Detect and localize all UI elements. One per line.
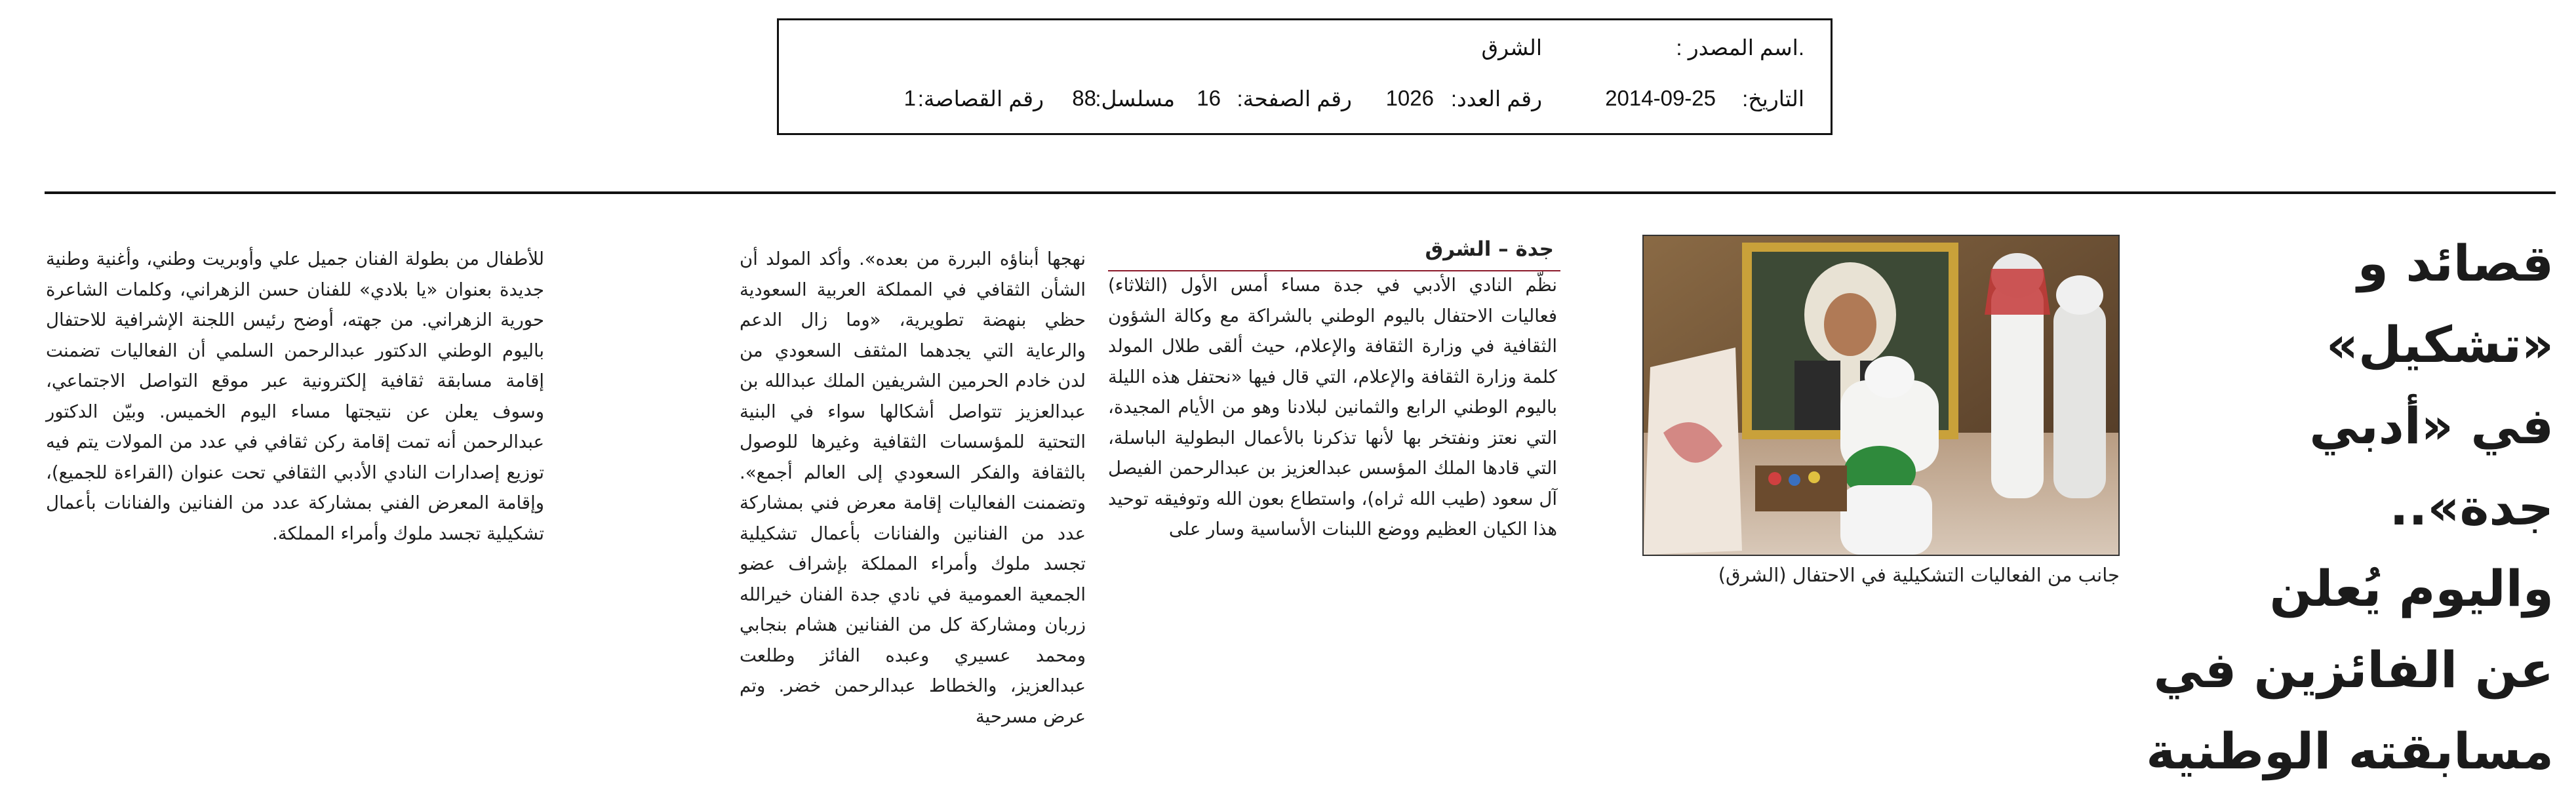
header-divider <box>45 191 2556 194</box>
metadata-row-source <box>805 35 1804 68</box>
headline-line: عن الفائزين في <box>2153 641 2554 699</box>
headline-line: مسابقته الوطنية <box>2146 722 2554 780</box>
issue-value: 1026 <box>1385 86 1434 110</box>
headline-line: قصائد و «تشكيل» <box>2326 234 2554 374</box>
clip-label: رقم القصاصة: <box>917 87 1044 111</box>
source-value: الشرق <box>1481 35 1542 60</box>
date-label: التاريخ: <box>1742 87 1804 111</box>
article-photo <box>1642 235 2120 556</box>
date-value: 2014-09-25 <box>1605 86 1716 110</box>
source-label: .اسم المصدر : <box>1676 35 1804 60</box>
issue-label: رقم العدد: <box>1450 87 1542 111</box>
article-column-1 <box>1108 270 1557 631</box>
serial-label: مسلسل: <box>1095 87 1175 111</box>
headline-line: واليوم يُعلن <box>2269 559 2554 618</box>
clip-value: 1 <box>903 86 916 110</box>
clipping-metadata-box <box>777 18 1833 135</box>
serial-value: 88 <box>1072 86 1096 110</box>
article-column-2 <box>740 244 1086 727</box>
article-paragraph: نظّم النادي الأدبي في جدة مساء أمس الأول (الثلاثاء) فعاليات الاحتفال باليوم الوطني بالشراكة مع وكالة الشؤون الثقافية في وزارة الثقافة والإعلام، حيث ألقى طلال المولد كلمة وزارة الثقافة والإعلام، التي قال فيها «نحتفل هذه الليلة باليوم الوطني الرابع والثمانين لبلادنا وهو من الأيام المجيدة، التي نعتز ونفتخر بها لأنها تذكرنا بالأعمال البطولية الباسلة، التي قادها الملك المؤسس عبدالعزيز بن عبدالرحمن الفيصل آل سعود (طيب الله ثراه)، واستطاع بعون الله وتوفيقه توحيد هذا الكيان العظيم ووضع اللبنات الأساسية وسار على <box>1108 275 1557 540</box>
page-label: رقم الصفحة: <box>1237 87 1352 111</box>
article-column-3 <box>46 244 544 631</box>
photo-caption: جانب من الفعاليات التشكيلية في الاحتفال (الشرق) <box>1718 564 2120 586</box>
headline-line: في «أدبي جدة».. <box>2309 397 2554 536</box>
article-byline: جدة – الشرق <box>1425 237 1554 261</box>
article-paragraph: للأطفال من بطولة الفنان جميل علي وأوبريت وطني، وأغنية وطنية جديدة بعنوان «يا بلادي» للفنان حسن الزهراني، وكلمات الشاعرة حورية الزهراني. من جهته، أوضح رئيس اللجنة الإشرافية للاحتفال باليوم الوطني الدكتور عبدالرحمن السلمي أن الفعاليات تضمنت إقامة مسابقة ثقافية إلكترونية عبر موقع التواصل الاجتماعي، وسوف يعلن عن نتيجتها مساء اليوم الخميس. وبيّن الدكتور عبدالرحمن أنه تمت إقامة ركن ثقافي في عدد من المولات يتم فيه توزيع إصدارات النادي الأدبي الثقافي تحت عنوان (القراءة للجميع)، وإقامة المعرض الفني بمشاركة عدد من الفنانين والفنانات بأعمال تشكيلية تجسد ملوك وأمراء المملكة. <box>46 248 544 544</box>
page-value: 16 <box>1197 86 1221 110</box>
metadata-row-details <box>805 86 1804 119</box>
article-headline <box>2134 223 2554 792</box>
article-paragraph: نهجها أبناؤه البررة من بعده». وأكد المولد أن الشأن الثقافي في المملكة العربية السعودية حظي بنهضة تطويرية، «وما زال الدعم والرعاية التي يجدهما المثقف السعودي من لدن خادم الحرمين الشريفين الملك عبدالله بن عبدالعزيز تتواصل أشكالها سواء في البنية التحتية للمؤسسات الثقافية وغيرها للوصول بالثقافة والفكر السعودي إلى العالم أجمع». وتضمنت الفعاليات إقامة معرض فني بمشاركة عدد من الفنانين والفنانات بأعمال تشكيلية تجسد ملوك وأمراء المملكة بإشراف عضو الجمعية العمومية في نادي جدة الفنان خيرالله زربان ومشاركة كل من الفنانين هشام بنجابي ومحمد عسيري وعبده الفائز وطلعت عبدالعزيز، والخطاط عبدالرحمن خضر. وتم عرض مسرحية <box>740 248 1086 727</box>
exhibition-photo-illustration <box>1644 236 2118 555</box>
